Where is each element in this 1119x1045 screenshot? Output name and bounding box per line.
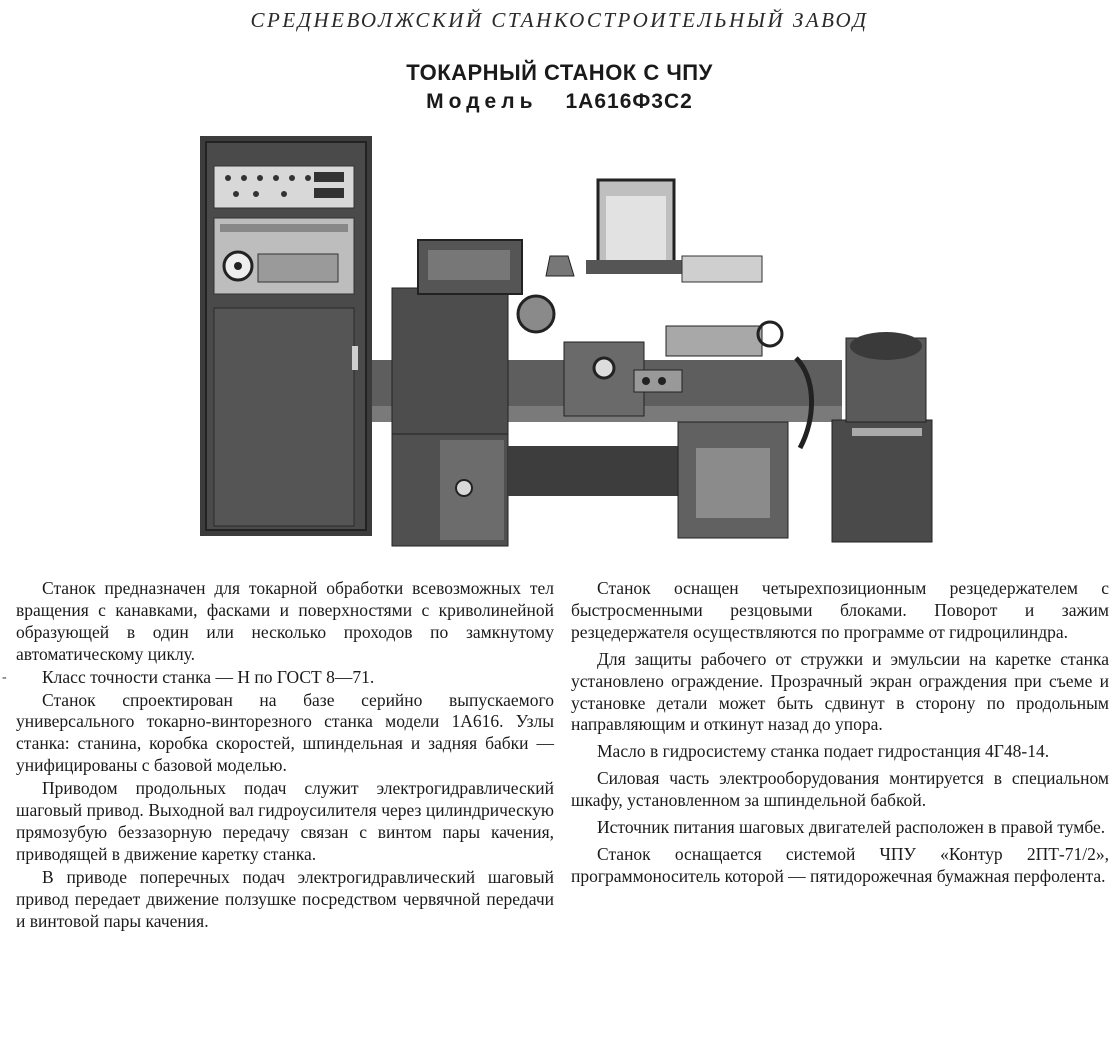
paragraph: Станок оснащен четырехпозиционным резцедержателем с быстросменными резцовыми блоками. Поворот и зажим резцедержателя осуществляются по программе от гидроцилиндра. <box>571 578 1109 642</box>
left-text-column <box>16 578 554 933</box>
paragraph: Источник питания шаговых двигателей расположен в правой тумбе. <box>597 817 1106 838</box>
paragraph: Станок предназначен для токарной обработки всевозможных тел вращения с канавками, фасками и поверхностями с криволинейной образующей в один или несколько проходов по замкнутому автоматическому циклу. <box>16 578 554 664</box>
paragraph: Станок спроектирован на базе серийно выпускаемого универсального токарно-винторезного станка модели 1А616. Узлы станка: станина, коробка скоростей, шпиндельная и задняя бабки — унифицированы с базовой моделью. <box>16 689 554 776</box>
paragraph: Масло в гидросистему станка подает гидростанция 4Г48-14. <box>597 741 1050 762</box>
paragraph: Для защиты рабочего от стружки и эмульсии на каретке станка установлено ограждение. Прозрачный экран ограждения при съеме и установке детали может быть сдвинут в сторону по продольным направляющим и откинут назад до упора. <box>571 648 1109 735</box>
paragraph: В приводе поперечных подач электрогидравлический шаговый привод передает движение ползушке посредством червячной передачи и винтовой пары качения. <box>16 866 554 931</box>
model-code: 1А616Ф3С2 <box>565 90 693 113</box>
page-title: ТОКАРНЫЙ СТАНОК С ЧПУ <box>406 60 713 85</box>
model-word: Модель <box>426 90 538 113</box>
paragraph: Станок оснащается системой ЧПУ «Контур 2ПТ-71/2», программоноситель которой — пятидорожечная бумажная перфолента. <box>571 843 1109 886</box>
machine-photo <box>196 128 946 553</box>
model-line <box>0 90 1119 114</box>
factory-header: СРЕДНЕВОЛЖСКИЙ СТАНКОСТРОИТЕЛЬНЫЙ ЗАВОД <box>250 8 869 32</box>
paragraph: Приводом продольных подач служит электрогидравлический шаговый привод. Выходной вал гидроусилителя через цилиндрическую прямозубую беззазорную передачу связан с винтом пары качения, приводящей в движение каретку станка. <box>16 778 554 864</box>
paragraph: Силовая часть электрооборудования монтируется в специальном шкафу, установленном за шпиндельной бабкой. <box>571 768 1109 811</box>
margin-mark: - <box>2 670 7 685</box>
paragraph: Класс точности станка — Н по ГОСТ 8—71. <box>42 666 375 687</box>
right-text-column <box>571 578 1109 888</box>
